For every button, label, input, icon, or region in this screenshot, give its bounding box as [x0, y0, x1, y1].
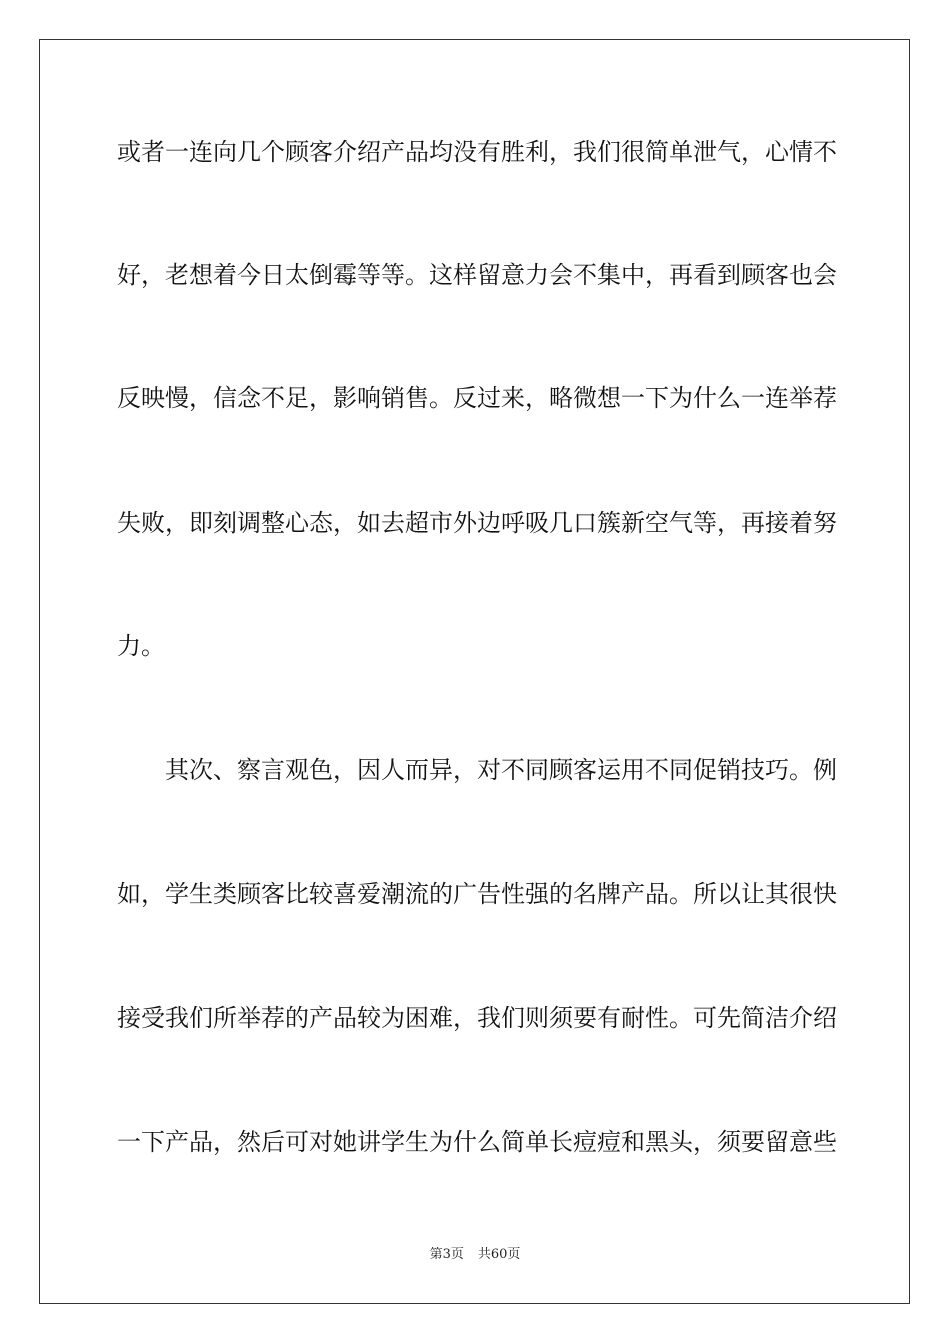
paragraph-line: 或者一连向几个顾客介绍产品均没有胜利，我们很简单泄气，心情不	[117, 138, 837, 166]
page-number: 第3页	[429, 1247, 464, 1262]
paragraph-line: 失败，即刻调整心态，如去超市外边呼吸几口簇新空气等，再接着努	[117, 509, 837, 537]
paragraph-line: 一下产品，然后可对她讲学生为什么简单长痘痘和黑头，须要留意些	[117, 1128, 837, 1156]
paragraph-line: 好，老想着今日太倒霉等等。这样留意力会不集中，再看到顾客也会	[117, 261, 837, 289]
paragraph-line: 力。	[117, 632, 165, 660]
total-pages: 共60页	[477, 1247, 521, 1262]
paragraph-line: 接受我们所举荐的产品较为困难，我们则须要有耐性。可先简洁介绍	[117, 1004, 837, 1032]
paragraph-line: 如，学生类顾客比较喜爱潮流的广告性强的名牌产品。所以让其很快	[117, 880, 837, 908]
paragraph-line: 反映慢，信念不足，影响销售。反过来，略微想一下为什么一连举荐	[117, 384, 837, 412]
page-footer	[0, 1246, 950, 1264]
paragraph-line: 其次、察言观色，因人而异，对不同顾客运用不同促销技巧。例	[165, 756, 837, 784]
page-border	[39, 39, 910, 1304]
